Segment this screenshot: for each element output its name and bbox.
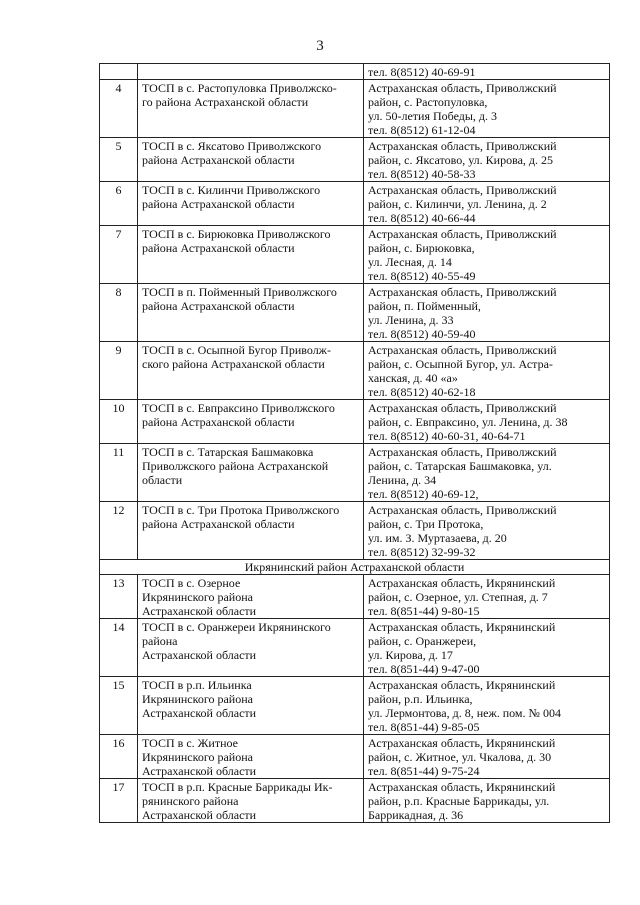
row-number-cell: 6 bbox=[100, 182, 138, 226]
office-name-line: ского района Астраханской области bbox=[142, 357, 325, 371]
address-line: район, р.п. Красные Баррикады, ул. bbox=[368, 794, 550, 808]
address-line: тел. 8(8512) 40-60-31, 40-64-71 bbox=[368, 429, 526, 443]
row-number-cell: 14 bbox=[100, 619, 138, 677]
office-name-cell bbox=[138, 226, 364, 284]
table-row bbox=[100, 575, 610, 619]
table-row bbox=[100, 284, 610, 342]
address-line: Астраханская область, Икрянинский bbox=[368, 678, 556, 692]
office-name-line: Астраханской области bbox=[142, 808, 257, 822]
address-line: тел. 8(851-44) 9-85-05 bbox=[368, 720, 480, 734]
table-row bbox=[100, 400, 610, 444]
table-row bbox=[100, 502, 610, 560]
office-name-line: Икрянинского района bbox=[142, 590, 253, 604]
address-line: тел. 8(8512) 40-62-18 bbox=[368, 385, 476, 399]
office-name-cell bbox=[138, 342, 364, 400]
table-row bbox=[100, 64, 610, 80]
office-address-cell bbox=[364, 284, 610, 342]
address-line: ул. Лесная, д. 14 bbox=[368, 255, 452, 269]
address-line: Астраханская область, Приволжский bbox=[368, 285, 557, 299]
office-name-cell bbox=[138, 735, 364, 779]
address-line: тел. 8(8512) 40-66-44 bbox=[368, 211, 476, 225]
office-address-cell bbox=[364, 444, 610, 502]
office-address-cell bbox=[364, 226, 610, 284]
office-address-cell bbox=[364, 342, 610, 400]
office-address-cell bbox=[364, 64, 610, 80]
address-line: ул. Кирова, д. 17 bbox=[368, 648, 453, 662]
office-name-cell bbox=[138, 80, 364, 138]
table-row bbox=[100, 138, 610, 182]
address-line: Астраханская область, Приволжский bbox=[368, 81, 557, 95]
office-name-line: ТОСП в с. Житное bbox=[142, 736, 238, 750]
office-name-line: Астраханской области bbox=[142, 648, 257, 662]
office-name-line: района Астраханской области bbox=[142, 241, 295, 255]
office-name-line: Астраханской области bbox=[142, 604, 257, 618]
address-line: тел. 8(851-44) 9-80-15 bbox=[368, 604, 480, 618]
row-number-cell: 10 bbox=[100, 400, 138, 444]
office-name-line: ТОСП в с. Яксатово Приволжского bbox=[142, 139, 322, 153]
office-name-line: Астраханской области bbox=[142, 764, 257, 778]
row-number-cell: 17 bbox=[100, 779, 138, 823]
table-row bbox=[100, 342, 610, 400]
address-line: район, с. Три Протока, bbox=[368, 517, 484, 531]
office-address-cell bbox=[364, 677, 610, 735]
address-line: тел. 8(8512) 40-69-91 bbox=[368, 65, 476, 79]
address-line: Астраханская область, Приволжский bbox=[368, 183, 557, 197]
office-name-line: го района Астраханской области bbox=[142, 95, 309, 109]
office-name-line: района Астраханской области bbox=[142, 299, 295, 313]
office-name-cell bbox=[138, 182, 364, 226]
address-line: район, с. Татарская Башмаковка, ул. bbox=[368, 459, 552, 473]
address-line: ханская, д. 40 «а» bbox=[368, 371, 458, 385]
address-line: район, с. Евпраксино, ул. Ленина, д. 38 bbox=[368, 415, 568, 429]
office-name-line: района Астраханской области bbox=[142, 153, 295, 167]
address-line: район, с. Бирюковка, bbox=[368, 241, 475, 255]
office-name-line: ТОСП в с. Татарская Башмаковка bbox=[142, 445, 314, 459]
address-line: район, р.п. Ильинка, bbox=[368, 692, 473, 706]
office-address-cell bbox=[364, 80, 610, 138]
row-number-cell: 7 bbox=[100, 226, 138, 284]
table-row bbox=[100, 182, 610, 226]
address-line: Астраханская область, Приволжский bbox=[368, 401, 557, 415]
office-name-cell bbox=[138, 64, 364, 80]
office-name-line: района bbox=[142, 634, 178, 648]
offices-table bbox=[99, 63, 610, 823]
office-address-cell bbox=[364, 502, 610, 560]
table-row bbox=[100, 619, 610, 677]
address-line: тел. 8(8512) 61-12-04 bbox=[368, 123, 476, 137]
office-name-line: ТОСП в р.п. Красные Баррикады Ик- bbox=[142, 780, 333, 794]
address-line: тел. 8(851-44) 9-75-24 bbox=[368, 764, 480, 778]
address-line: тел. 8(8512) 32-99-32 bbox=[368, 545, 476, 559]
office-address-cell bbox=[364, 575, 610, 619]
address-line: район, с. Озерное, ул. Степная, д. 7 bbox=[368, 590, 548, 604]
address-line: тел. 8(8512) 40-59-40 bbox=[368, 327, 476, 341]
office-name-line: района Астраханской области bbox=[142, 197, 295, 211]
table-row bbox=[100, 735, 610, 779]
table-row bbox=[100, 779, 610, 823]
row-number-cell: 4 bbox=[100, 80, 138, 138]
office-address-cell bbox=[364, 779, 610, 823]
office-name-line: ТОСП в с. Килинчи Приволжского bbox=[142, 183, 321, 197]
section-header-row bbox=[100, 560, 610, 575]
office-name-line: ТОСП в с. Растопуловка Приволжско- bbox=[142, 81, 337, 95]
address-line: ул. 50-летия Победы, д. 3 bbox=[368, 109, 498, 123]
row-number-cell: 11 bbox=[100, 444, 138, 502]
office-name-cell bbox=[138, 502, 364, 560]
office-name-cell bbox=[138, 138, 364, 182]
address-line: Астраханская область, Приволжский bbox=[368, 227, 557, 241]
row-number-cell: 9 bbox=[100, 342, 138, 400]
address-line: тел. 8(851-44) 9-47-00 bbox=[368, 662, 480, 676]
office-name-cell bbox=[138, 619, 364, 677]
row-number-cell: 16 bbox=[100, 735, 138, 779]
address-line: Астраханская область, Приволжский bbox=[368, 139, 557, 153]
address-line: Астраханская область, Икрянинский bbox=[368, 576, 556, 590]
page-number: 3 bbox=[316, 38, 324, 54]
office-name-line: района Астраханской области bbox=[142, 517, 295, 531]
office-name-line: ТОСП в с. Озерное bbox=[142, 576, 241, 590]
office-address-cell bbox=[364, 400, 610, 444]
section-header: Икрянинский район Астраханской области bbox=[100, 560, 610, 575]
address-line: тел. 8(8512) 40-55-49 bbox=[368, 269, 476, 283]
address-line: Баррикадная, д. 36 bbox=[368, 808, 464, 822]
offices-table-body bbox=[100, 64, 610, 823]
office-name-line: рянинского района bbox=[142, 794, 239, 808]
office-name-line: ТОСП в с. Бирюковка Приволжского bbox=[142, 227, 331, 241]
office-name-line: ТОСП в с. Три Протока Приволжского bbox=[142, 503, 340, 517]
address-line: район, с. Яксатово, ул. Кирова, д. 25 bbox=[368, 153, 554, 167]
office-name-cell bbox=[138, 677, 364, 735]
office-address-cell bbox=[364, 182, 610, 226]
row-number-cell: 13 bbox=[100, 575, 138, 619]
row-number-cell bbox=[100, 64, 138, 80]
address-line: ул. им. З. Муртазаева, д. 20 bbox=[368, 531, 507, 545]
table-row bbox=[100, 226, 610, 284]
address-line: район, с. Растопуловка, bbox=[368, 95, 488, 109]
address-line: район, с. Оранжереи, bbox=[368, 634, 477, 648]
office-name-line: Икрянинского района bbox=[142, 750, 253, 764]
table-row bbox=[100, 80, 610, 138]
address-line: ул. Лермонтова, д. 8, неж. пом. № 004 bbox=[368, 706, 561, 720]
address-line: Ленина, д. 34 bbox=[368, 473, 437, 487]
office-address-cell bbox=[364, 735, 610, 779]
address-line: район, с. Житное, ул. Чкалова, д. 30 bbox=[368, 750, 552, 764]
address-line: Астраханская область, Икрянинский bbox=[368, 620, 556, 634]
office-name-line: ТОСП в с. Оранжереи Икрянинского bbox=[142, 620, 331, 634]
address-line: Астраханская область, Икрянинский bbox=[368, 780, 556, 794]
office-name-line: ТОСП в п. Пойменный Приволжского bbox=[142, 285, 337, 299]
address-line: район, п. Пойменный, bbox=[368, 299, 481, 313]
address-line: район, с. Осыпной Бугор, ул. Астра- bbox=[368, 357, 553, 371]
office-name-line: ТОСП в с. Евпраксино Приволжского bbox=[142, 401, 335, 415]
office-name-line: района Астраханской области bbox=[142, 415, 295, 429]
office-name-line: ТОСП в с. Осыпной Бугор Приволж- bbox=[142, 343, 331, 357]
table-row bbox=[100, 444, 610, 502]
row-number-cell: 12 bbox=[100, 502, 138, 560]
office-address-cell bbox=[364, 138, 610, 182]
office-name-cell bbox=[138, 575, 364, 619]
office-name-line: Астраханской области bbox=[142, 706, 257, 720]
office-name-line: ТОСП в р.п. Ильинка bbox=[142, 678, 252, 692]
office-name-line: Икрянинского района bbox=[142, 692, 253, 706]
address-line: тел. 8(8512) 40-69-12, bbox=[368, 487, 479, 501]
office-name-line: области bbox=[142, 473, 183, 487]
office-name-line: Приволжского района Астраханской bbox=[142, 459, 329, 473]
address-line: Астраханская область, Приволжский bbox=[368, 343, 557, 357]
office-name-cell bbox=[138, 779, 364, 823]
address-line: район, с. Килинчи, ул. Ленина, д. 2 bbox=[368, 197, 547, 211]
address-line: Астраханская область, Приволжский bbox=[368, 503, 557, 517]
address-line: ул. Ленина, д. 33 bbox=[368, 313, 454, 327]
office-name-cell bbox=[138, 400, 364, 444]
address-line: Астраханская область, Приволжский bbox=[368, 445, 557, 459]
office-name-cell bbox=[138, 284, 364, 342]
table-row bbox=[100, 677, 610, 735]
address-line: тел. 8(8512) 40-58-33 bbox=[368, 167, 476, 181]
office-name-cell bbox=[138, 444, 364, 502]
row-number-cell: 15 bbox=[100, 677, 138, 735]
row-number-cell: 5 bbox=[100, 138, 138, 182]
row-number-cell: 8 bbox=[100, 284, 138, 342]
address-line: Астраханская область, Икрянинский bbox=[368, 736, 556, 750]
office-address-cell bbox=[364, 619, 610, 677]
